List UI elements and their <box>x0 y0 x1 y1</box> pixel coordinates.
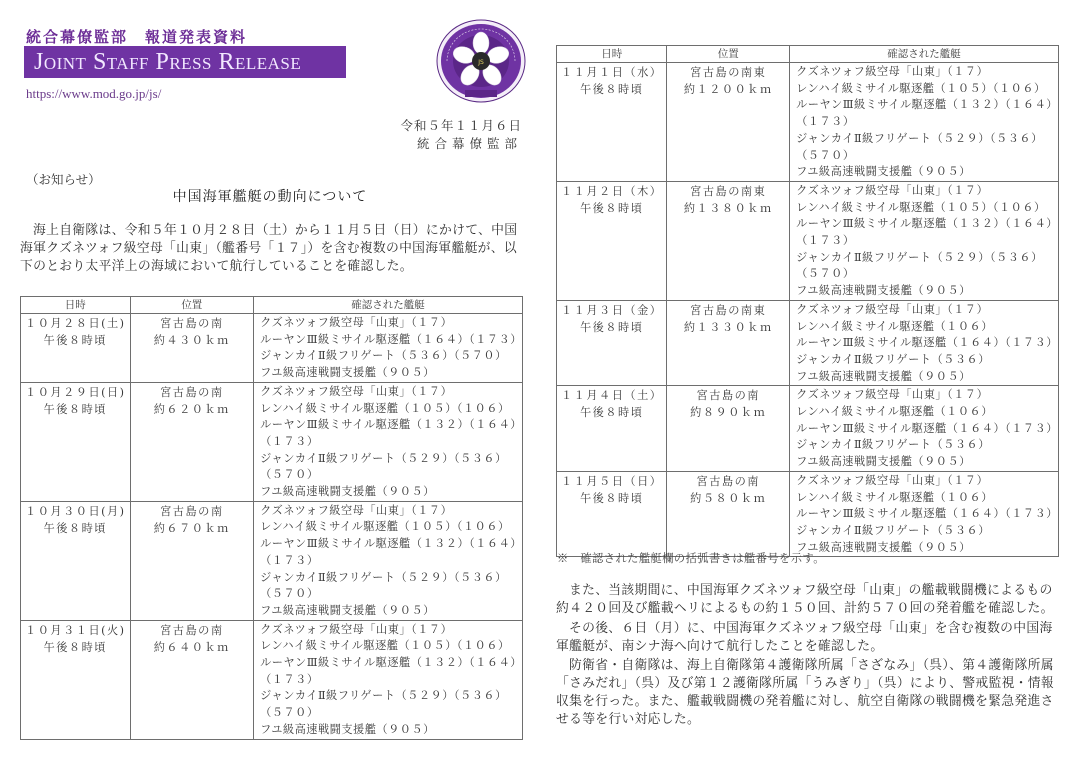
joint-staff-emblem-icon <box>435 18 527 104</box>
date-text: １１月５日（日） <box>560 474 663 488</box>
date-text: １０月２８日(土) <box>25 317 126 330</box>
ship-entry: レンハイ級ミサイル駆逐艦（１０５）（１０６） <box>796 200 1046 214</box>
ship-entry: ジャンカイⅡ級フリゲート（５２９）（５３６） <box>260 570 507 584</box>
time-text: 午後８時頃 <box>579 320 644 334</box>
ship-entry: ジャンカイⅡ級フリゲート（５３６） <box>796 523 990 537</box>
cell-position <box>130 620 254 739</box>
position-ref: 宮古島の南 <box>696 474 760 488</box>
cell-ships <box>790 300 1059 386</box>
ship-entry: フユ級高速戦闘支援艦（９０５） <box>260 722 435 736</box>
table-row <box>557 300 1059 386</box>
cell-position <box>130 314 254 383</box>
date-text: １０月２９日(日) <box>25 385 126 399</box>
ship-entry: ルーヤンⅢ級ミサイル駆逐艦（１３２）（１６４） <box>796 98 1058 112</box>
position-distance: 約６７０ｋｍ <box>153 521 230 535</box>
ship-entry: フユ級高速戦闘支援艦（９０５） <box>260 603 435 617</box>
position-distance: 約８９０ｋｍ <box>690 406 767 420</box>
ship-entry: レンハイ級ミサイル駆逐艦（１０６） <box>796 490 993 504</box>
intro-paragraph: 海上自衛隊は、令和５年１０月２８日（土）から１１月５日（日）にかけて、中国海軍クズネツォフ級空母「山東」（艦番号「１７」）を含む複数の中国海軍艦艇が、以下のとおり太平洋上の海域において航行していることを確認した。 <box>20 223 518 274</box>
paragraph-south-china-sea: その後、６日（月）に、中国海軍クズネツォフ級空母「山東」を含む複数の中国海軍艦艇が、南シナ海へ向けて航行したことを確認した。 <box>556 621 1053 654</box>
ship-entry: クズネツォフ級空母「山東」（１７） <box>260 503 453 517</box>
position-distance: 約５８０ｋｍ <box>690 491 767 505</box>
issuer: 統合幕僚監部 <box>416 136 522 151</box>
table-row <box>557 181 1059 300</box>
ship-table-left <box>20 296 523 740</box>
paragraph-aircraft-ops: また、当該期間に、中国海軍クズネツォフ級空母「山東」の艦載戦闘機によるもの約４２０回及び艦載ヘリによるもの約１５０回、計約５７０回の発着艦を確認した。 <box>556 583 1054 616</box>
ship-entry: ルーヤンⅢ級ミサイル駆逐艦（１３２）（１６４） <box>260 537 522 551</box>
table-row <box>21 314 523 383</box>
cell-position <box>667 471 790 557</box>
ship-entry: ルーヤンⅢ級ミサイル駆逐艦（１６４）（１７３） <box>796 507 1058 521</box>
notice-label: （お知らせ） <box>26 172 101 187</box>
ship-entry: （５７０） <box>796 267 855 281</box>
ship-entry: レンハイ級ミサイル駆逐艦（１０５）（１０６） <box>260 401 510 415</box>
time-text: 午後８時頃 <box>43 402 107 416</box>
table-row <box>557 471 1059 557</box>
ship-entry: ルーヤンⅢ級ミサイル駆逐艦（１６４）（１７３） <box>796 336 1058 350</box>
date-text: １１月３日（金） <box>560 303 663 317</box>
table-row <box>557 386 1059 472</box>
cell-datetime <box>557 386 667 472</box>
time-text: 午後８時頃 <box>579 83 644 96</box>
col-header-position: 位置 <box>667 46 790 63</box>
ship-entry: （５７０） <box>260 587 319 601</box>
ship-entry: （１７３） <box>796 234 855 248</box>
col-header-ships: 確認された艦艇 <box>254 297 523 314</box>
ship-entry: ルーヤンⅢ級ミサイル駆逐艦（１３２）（１６４） <box>260 418 522 432</box>
table-row <box>557 63 1059 182</box>
ship-entry: クズネツォフ級空母「山東」（１７） <box>796 302 989 316</box>
cell-ships <box>790 181 1059 300</box>
ship-entry: クズネツォフ級空母「山東」（１７） <box>260 622 453 636</box>
ship-entry: フユ級高速戦闘支援艦（９０５） <box>260 485 435 499</box>
time-text: 午後８時頃 <box>579 491 644 505</box>
issue-date: 令和５年１１月６日 <box>400 118 522 133</box>
date-text: １０月３０日(月) <box>25 504 126 518</box>
cell-ships <box>254 620 523 739</box>
cell-datetime <box>21 314 131 383</box>
ship-entry: ルーヤンⅢ級ミサイル駆逐艦（１６４）（１７３） <box>796 421 1058 435</box>
cell-ships <box>790 471 1059 557</box>
ship-entry: フユ級高速戦闘支援艦（９０５） <box>796 165 971 179</box>
time-text: 午後８時頃 <box>579 406 644 420</box>
col-header-position: 位置 <box>130 297 254 314</box>
ship-entry: （５７０） <box>796 148 855 162</box>
cell-position <box>667 63 790 182</box>
ship-entry: ジャンカイⅡ級フリゲート（５２９）（５３６） <box>260 451 507 465</box>
position-ref: 宮古島の南 <box>160 385 224 399</box>
ship-entry: フユ級高速戦闘支援艦（９０５） <box>796 455 971 469</box>
ship-entry: ジャンカイⅡ級フリゲート（５２９）（５３６） <box>796 250 1043 264</box>
cell-position <box>130 382 254 501</box>
time-text: 午後８時頃 <box>43 334 107 347</box>
cell-ships <box>254 314 523 383</box>
position-ref: 宮古島の南東 <box>690 66 767 79</box>
ship-entry: クズネツォフ級空母「山東」（１７） <box>796 183 989 197</box>
website-link[interactable]: https://www.mod.go.jp/js/ <box>26 86 162 101</box>
ship-entry: フユ級高速戦闘支援艦（９０５） <box>796 369 971 383</box>
position-ref: 宮古島の南東 <box>690 303 767 317</box>
cell-datetime <box>21 501 131 620</box>
ship-entry: ルーヤンⅢ級ミサイル駆逐艦（１６４）（１７３） <box>260 332 522 346</box>
ship-entry: フユ級高速戦闘支援艦（９０５） <box>796 284 971 298</box>
paragraph-response: 防衛省・自衛隊は、海上自衛隊第４護衛隊所属「さざなみ」（呉）、第４護衛隊所属「さみだれ」（呉）及び第１２護衛隊所属「うみぎり」（呉）により、警戒監視・情報収集を行った。また、艦載戦闘機の発着艦に対し、航空自衛隊の戦闘機を緊急発進させる等を行い対応した。 <box>556 658 1054 727</box>
ship-entry: ルーヤンⅢ級ミサイル駆逐艦（１３２）（１６４） <box>796 217 1058 231</box>
cell-position <box>130 501 254 620</box>
ship-entry: ジャンカイⅡ級フリゲート（５３６）（５７０） <box>260 349 507 363</box>
ship-entry: レンハイ級ミサイル駆逐艦（１０６） <box>796 319 993 333</box>
ship-entry: クズネツォフ級空母「山東」（１７） <box>260 384 453 398</box>
date-text: １１月２日（木） <box>560 184 663 198</box>
position-ref: 宮古島の南 <box>696 389 760 403</box>
table-footnote: ※ 確認された艦艇欄の括弧書きは艦番号を示す。 <box>557 552 825 565</box>
ship-entry: クズネツォフ級空母「山東」（１７） <box>796 65 989 78</box>
cell-position <box>667 181 790 300</box>
cell-datetime <box>557 63 667 182</box>
ship-entry: レンハイ級ミサイル駆逐艦（１０６） <box>796 405 993 419</box>
ship-entry: クズネツォフ級空母「山東」（１７） <box>796 473 989 487</box>
cell-ships <box>790 386 1059 472</box>
ship-entry: （１７３） <box>260 672 319 686</box>
cell-position <box>667 386 790 472</box>
ship-entry: フユ級高速戦闘支援艦（９０５） <box>260 366 435 380</box>
ship-entry: フユ級高速戦闘支援艦（９０５） <box>796 540 971 554</box>
page-title: 中国海軍艦艇の動向について <box>172 189 368 205</box>
position-distance: 約６４０ｋｍ <box>153 640 230 654</box>
time-text: 午後８時頃 <box>579 201 644 215</box>
col-header-datetime: 日時 <box>21 297 131 314</box>
cell-datetime <box>21 620 131 739</box>
time-text: 午後８時頃 <box>43 640 107 654</box>
position-distance: 約６２０ｋｍ <box>153 402 230 416</box>
col-header-ships: 確認された艦艇 <box>790 46 1059 63</box>
ship-entry: ジャンカイⅡ級フリゲート（５２９）（５３６） <box>796 131 1043 145</box>
cell-ships <box>254 501 523 620</box>
ship-entry: （５７０） <box>260 468 319 482</box>
cell-datetime <box>21 382 131 501</box>
banner-text: Joint Staff Press Release <box>34 49 302 75</box>
col-header-datetime: 日時 <box>557 46 667 63</box>
position-distance: 約４３０ｋｍ <box>153 334 230 347</box>
ship-entry: （１７３） <box>796 115 855 129</box>
cell-position <box>667 300 790 386</box>
position-distance: 約１２００ｋｍ <box>683 83 773 96</box>
ship-entry: ルーヤンⅢ級ミサイル駆逐艦（１３２）（１６４） <box>260 656 522 670</box>
cell-ships <box>790 63 1059 182</box>
position-distance: 約１３３０ｋｍ <box>683 320 773 334</box>
org-title-jp: 統合幕僚監部 報道発表資料 <box>26 28 248 46</box>
table-row <box>21 620 523 739</box>
ship-entry: ジャンカイⅡ級フリゲート（５３６） <box>796 352 990 366</box>
table-row <box>21 501 523 620</box>
svg-text:JS: JS <box>478 59 484 66</box>
ship-table-right <box>556 45 1059 557</box>
ship-entry: （１７３） <box>260 434 319 448</box>
ship-entry: レンハイ級ミサイル駆逐艦（１０５）（１０６） <box>260 520 510 534</box>
date-text: １１月４日（土） <box>560 389 663 403</box>
ship-entry: レンハイ級ミサイル駆逐艦（１０５）（１０６） <box>260 639 510 653</box>
position-ref: 宮古島の南 <box>160 317 224 330</box>
ship-entry: （５７０） <box>260 706 319 720</box>
cell-ships <box>254 382 523 501</box>
position-ref: 宮古島の南 <box>160 623 224 637</box>
position-distance: 約１３８０ｋｍ <box>683 201 773 215</box>
ship-entry: ジャンカイⅡ級フリゲート（５３６） <box>796 438 990 452</box>
date-text: １０月３１日(火) <box>25 623 126 637</box>
table-row <box>21 382 523 501</box>
ship-entry: レンハイ級ミサイル駆逐艦（１０５）（１０６） <box>796 81 1046 95</box>
cell-datetime <box>557 300 667 386</box>
ship-entry: クズネツォフ級空母「山東」（１７） <box>796 388 989 402</box>
date-text: １１月１日（水） <box>560 66 663 79</box>
position-ref: 宮古島の南東 <box>690 184 767 198</box>
cell-datetime <box>557 181 667 300</box>
ship-entry: ジャンカイⅡ級フリゲート（５２９）（５３６） <box>260 689 507 703</box>
cell-datetime <box>557 471 667 557</box>
position-ref: 宮古島の南 <box>160 504 224 518</box>
ship-entry: （１７３） <box>260 553 319 567</box>
time-text: 午後８時頃 <box>43 521 107 535</box>
ship-entry: クズネツォフ級空母「山東」（１７） <box>260 316 453 329</box>
press-release-banner <box>24 46 346 78</box>
